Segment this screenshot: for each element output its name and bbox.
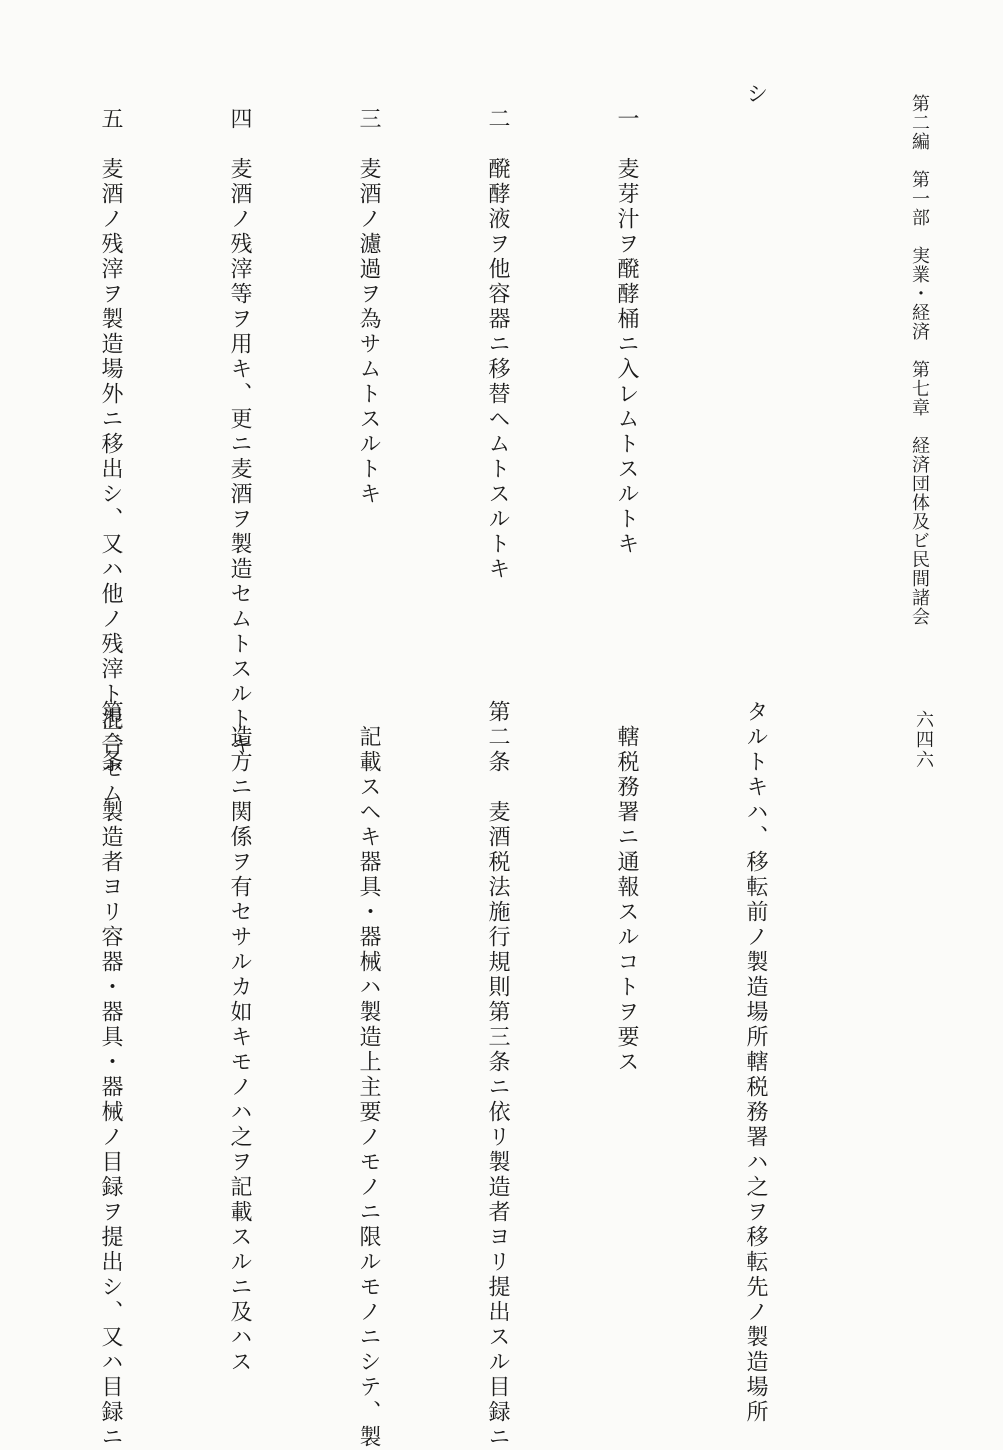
lower-text-block (0, 700, 863, 1450)
text-line: 第二条 麦酒税法施行規則第三条ニ依リ製造者ヨリ提出スル目録ニ (485, 700, 510, 1450)
text-line: 三 麦酒ノ濾過ヲ為サムトスルトキ (356, 82, 381, 507)
text-line: 二 醗酵液ヲ他容器ニ移替ヘムトスルトキ (485, 82, 510, 582)
running-header: 第二編 第一部 実業・経済 第七章 経済団体及ビ民間諸会 (909, 94, 930, 626)
text-line: 記載スヘキ器具・器械ハ製造上主要ノモノニ限ルモノニシテ、製 (356, 700, 381, 1450)
text-line: 一 麦芽汁ヲ醗酵桶ニ入レムトスルトキ (614, 82, 639, 557)
text-line: 轄税務署ニ通報スルコトヲ要ス (614, 700, 639, 1075)
text-line: 第三条 製造者ヨリ容器・器具・器械ノ目録ヲ提出シ、又ハ目録ニ (98, 700, 123, 1450)
text-line: 五 麦酒ノ残滓ヲ製造場外ニ移出シ、又ハ他ノ残滓ト混合セム (98, 82, 123, 807)
page-number: 六四六 (913, 710, 934, 770)
text-line: 四 麦酒ノ残滓等ヲ用キ、更ニ麦酒ヲ製造セムトスルトキ (227, 82, 252, 757)
text-line: タルトキハ、移転前ノ製造場所轄税務署ハ之ヲ移転先ノ製造場所 (743, 700, 768, 1425)
upper-text-block (0, 82, 863, 807)
text-line: シ (743, 82, 768, 107)
text-line: 造方ニ関係ヲ有セサルカ如キモノハ之ヲ記載スルニ及ハス (227, 700, 252, 1375)
text-line (0, 700, 3, 1360)
text-line (0, 82, 3, 642)
